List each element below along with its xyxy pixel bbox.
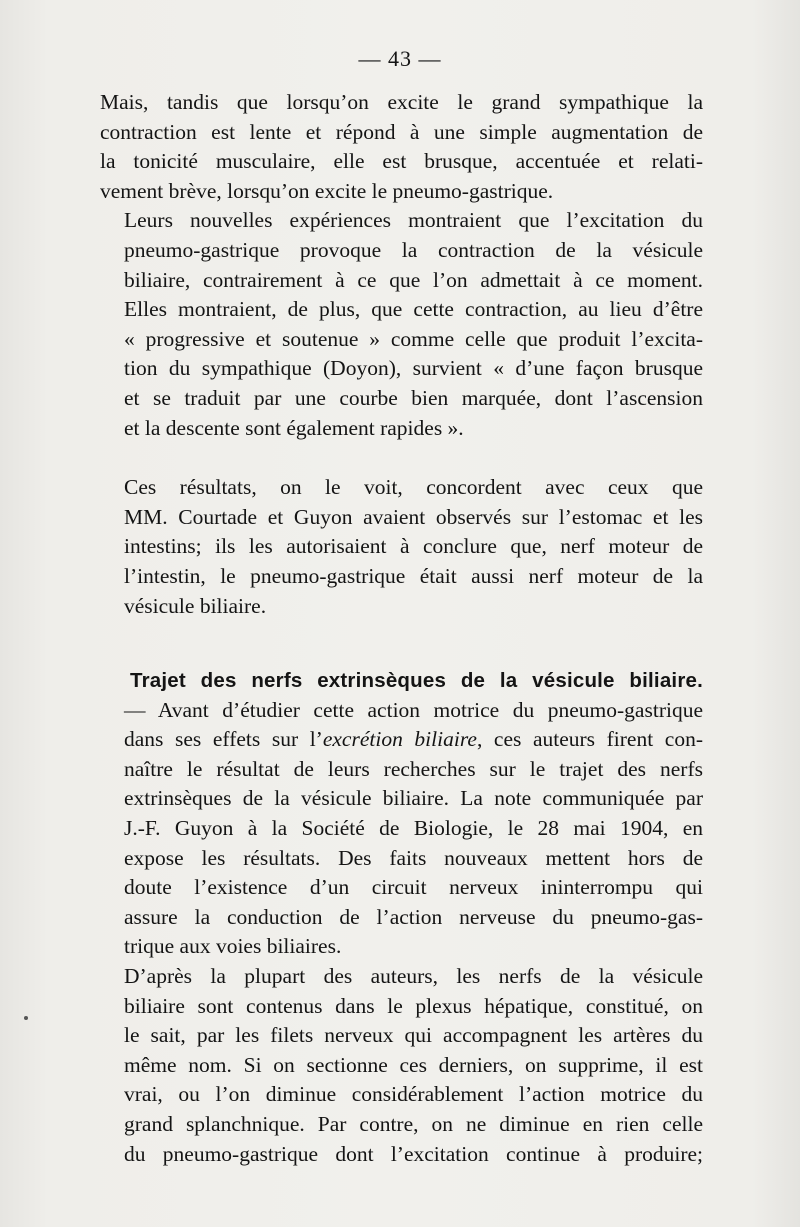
text-line: contraction est lente et répond à une simple augmentation de <box>100 119 703 144</box>
text-line: assure la conduction de l’action nerveuse du pneumo-gas- <box>124 904 703 929</box>
text-line: D’après la plupart des auteurs, les nerfs de la vésicule <box>124 964 703 989</box>
text-fragment: , ces auteurs firent con- <box>476 727 703 752</box>
text-line: tion du sympathique (Doyon), survient « d’une façon brusque <box>124 356 703 381</box>
paragraph-3 <box>100 473 703 621</box>
text-line: — Avant d’étudier cette action motrice du pneumo-gastrique <box>124 697 703 722</box>
text-line: vrai, ou l’on diminue considérablement l’action motrice du <box>124 1082 703 1107</box>
text-line: vésicule biliaire. <box>124 593 267 618</box>
paragraph-2 <box>100 206 703 443</box>
text-line: J.-F. Guyon à la Société de Biologie, le 28 mai 1904, en <box>124 816 703 841</box>
section-paragraph <box>100 666 703 962</box>
text-line: expose les résultats. Des faits nouveaux mettent hors de <box>124 845 703 870</box>
section-gap <box>100 621 703 666</box>
text-line: trique aux voies biliaires. <box>124 934 342 959</box>
text-line: le sait, par les filets nerveux qui accompagnent les artères du <box>124 1023 703 1048</box>
text-line: Mais, tandis que lorsqu’on excite le grand sympathique la <box>100 90 703 114</box>
text-fragment: dans ses effets sur l’ <box>124 727 323 752</box>
text-line: grand splanchnique. Par contre, on ne diminue en rien celle <box>124 1112 703 1136</box>
paragraph-gap <box>100 443 703 473</box>
text-line: Leurs nouvelles expériences montraient que l’excitation du <box>124 208 703 233</box>
text-line: et la descente sont également rapides ». <box>124 415 464 440</box>
text-line: et se traduit par une courbe bien marquée, dont l’ascension <box>124 385 703 410</box>
section-heading: Trajet des nerfs extrinsèques de la vésicule biliaire. <box>130 669 703 693</box>
text-line: intestins; ils les autorisaient à conclure que, nerf moteur de <box>124 534 703 559</box>
text-line: MM. Courtade et Guyon avaient observés sur l’estomac et les <box>124 504 703 529</box>
page-number: — 43 — <box>358 46 442 71</box>
text-line: biliaire sont contenus dans le plexus hépatique, constitué, on <box>124 993 703 1018</box>
paragraph-final <box>100 962 703 1169</box>
text-line: doute l’existence d’un circuit nerveux ininterrompu qui <box>124 875 703 900</box>
page-body <box>100 88 703 1169</box>
italic-term: excrétion biliaire <box>322 727 477 752</box>
text-line: vement brève, lorsqu’on excite le pneumo-gastrique. <box>100 178 554 203</box>
text-line: l’intestin, le pneumo-gastrique était aussi nerf moteur de la <box>124 563 703 588</box>
text-line: « progressive et soutenue » comme celle que produit l’excita- <box>124 326 703 351</box>
text-line-with-italic <box>100 725 703 755</box>
text-line: pneumo-gastrique provoque la contraction de la vésicule <box>124 237 703 262</box>
text-line: Elles montraient, de plus, que cette contraction, au lieu d’être <box>124 297 703 322</box>
text-line: du pneumo-gastrique dont l’excitation continue à produire; <box>124 1141 703 1166</box>
text-line: Ces résultats, on le voit, concordent avec ceux que <box>124 475 703 500</box>
text-line: extrinsèques de la vésicule biliaire. La note communiquée par <box>124 786 703 811</box>
paper-speck <box>24 1016 28 1020</box>
text-line: biliaire, contrairement à ce que l’on admettait à ce moment. <box>124 267 703 292</box>
text-line: la tonicité musculaire, elle est brusque, accentuée et relati- <box>100 149 703 174</box>
paragraph-1 <box>100 88 703 206</box>
text-line: naître le résultat de leurs recherches sur le trajet des nerfs <box>124 756 703 781</box>
text-line: même nom. Si on sectionne ces derniers, on supprime, il est <box>124 1052 703 1077</box>
